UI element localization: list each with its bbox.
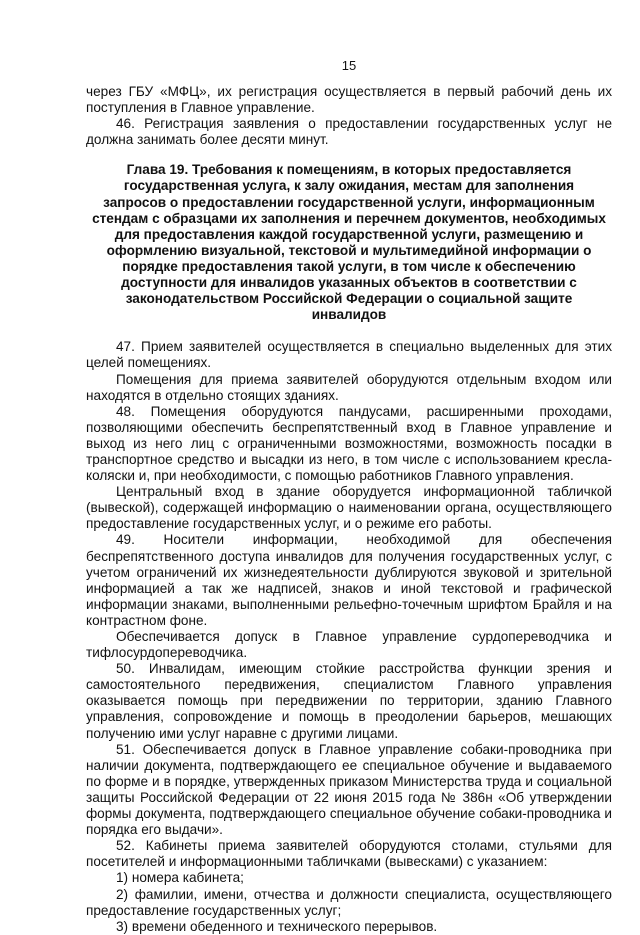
- chapter-heading: Глава 19. Требования к помещениям, в которых предоставляется государственная услуга, к залу ожидания, местам для заполнения запросов о предоставлении государственной услуги, информационным стендам с образцами их заполнения и перечнем документов, необходимых для предоставления каждой государственной услуги, размещению и оформлению визуальной, текстовой и мультимедийной информации о порядке предоставления такой услуги, в том числе к обеспечению доступности для инвалидов указанных объектов в соответствии с законодательством Российской Федерации о социальной защите инвалидов: [92, 162, 606, 323]
- paragraph-52: 52. Кабинеты приема заявителей оборудуются столами, стульями для посетителей и информационными табличками (вывесками) с указанием:: [86, 838, 612, 870]
- paragraph-50: 50. Инвалидам, имеющим стойкие расстройства функции зрения и самостоятельного передвижения, специалистом Главного управления оказывается помощь при передвижении по территории, зданию Главного управления, сопровождение и помощь в преодолении барьеров, мешающих получению ими услуг наравне с другими лицами.: [86, 661, 612, 741]
- page-number: 15: [341, 58, 357, 73]
- paragraph-48: 48. Помещения оборудуются пандусами, расширенными проходами, позволяющими обеспечить беспрепятственный вход в Главное управление и выход из него лиц с ограниченными возможностями, возможность посадки в транспортное средство и высадки из него, в том числе с использованием кресла-коляски и, при необходимости, с помощью работников Главного управления.: [86, 403, 612, 484]
- paragraph-47-premises: Помещения для приема заявителей оборудуются отдельным входом или находятся в отдельно стоящих зданиях.: [86, 371, 612, 403]
- list-item-3: 3) времени обеденного и технического перерывов.: [116, 918, 438, 934]
- paragraph-49-interpreter: Обеспечивается допуск в Главное управление сурдопереводчика и тифлосурдопереводчика.: [86, 629, 612, 661]
- paragraph-47: 47. Прием заявителей осуществляется в специально выделенных для этих целей помещениях.: [86, 339, 612, 371]
- paragraph-49: 49. Носители информации, необходимой для обеспечения беспрепятственного доступа инвалидов для получения государственных услуг, с учетом ограничений их жизнедеятельности дублируются звуковой и зрительной информацией а так же надписей, знаков и иной текстовой и графической информации знаками, выполненными рельефно-точечным шрифтом Брайля и на контрастном фоне.: [86, 532, 612, 628]
- paragraph-46: 46. Регистрация заявления о предоставлении государственных услуг не должна занимать более десяти минут.: [86, 116, 612, 148]
- paragraph-48-entrance: Центральный вход в здание оборудуется информационной табличкой (вывеской), содержащей информацию о наименовании органа, осуществляющего предоставление государственных услуг, и о режиме его работы.: [86, 484, 612, 532]
- paragraph-51: 51. Обеспечивается допуск в Главное управление собаки-проводника при наличии документа, подтверждающего ее специальное обучение и выдаваемого по форме и в порядке, утвержденных приказом Министерства труда и социальной защиты Российской Федерации от 22 июня 2015 года № 386н «Об утверждении формы документа, подтверждающего специальное обучение собаки-проводника и порядка его выдачи».: [86, 741, 612, 838]
- paragraph-continuation: через ГБУ «МФЦ», их регистрация осуществляется в первый рабочий день их поступления в Главное управление.: [86, 84, 612, 116]
- list-item-1: 1) номера кабинета;: [116, 870, 244, 886]
- list-item-2: 2) фамилии, имени, отчества и должности специалиста, осуществляющего предоставление государственных услуг;: [86, 886, 612, 918]
